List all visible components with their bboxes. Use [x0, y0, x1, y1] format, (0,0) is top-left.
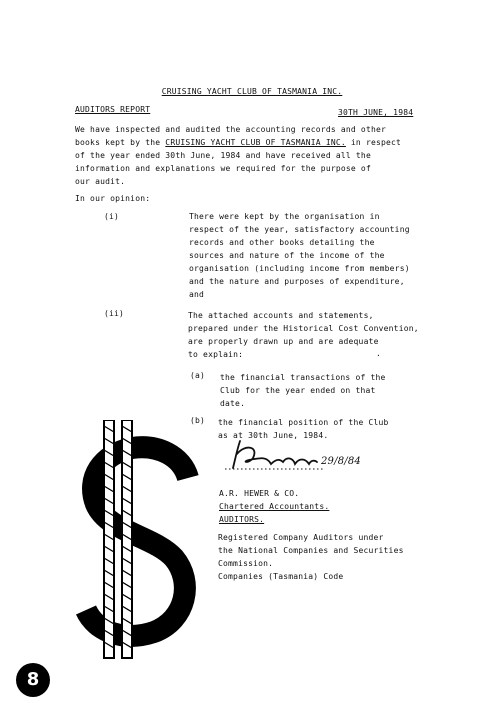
- item-line: prepared under the Historical Cost Convention,: [188, 324, 419, 333]
- registration-line: Registered Company Auditors under: [218, 533, 384, 542]
- intro-line: of the year ended 30th June, 1984 and have received all the: [75, 151, 371, 160]
- stray-mark: .: [376, 349, 382, 358]
- opinion-item-i: [189, 211, 410, 302]
- signature: [215, 436, 375, 476]
- page-number-badge: 8: [16, 663, 50, 697]
- intro-line: [75, 137, 425, 150]
- intro-line: our audit.: [75, 177, 126, 186]
- registration-line: Commission.: [218, 559, 274, 568]
- intro-line-part: in respect: [345, 138, 402, 147]
- subitem-line: as at 30th June, 1984.: [218, 431, 329, 440]
- dollar-sign-illustration: [70, 420, 220, 660]
- signature-date: 29/8/84: [321, 456, 361, 467]
- item-line: records and other books detailing the: [189, 238, 375, 247]
- item-number: (ii): [104, 309, 125, 318]
- document-title: CRUISING YACHT CLUB OF TASMANIA INC.: [161, 87, 343, 96]
- report-date: 30TH JUNE, 1984: [338, 108, 414, 117]
- opinion-item-ii: [188, 310, 419, 362]
- subitem-label: (a): [190, 371, 206, 380]
- club-name-emphasis: CRUISING YACHT CLUB OF TASMANIA INC.: [165, 138, 346, 147]
- intro-paragraph: [75, 124, 425, 189]
- subitem-a: [220, 372, 386, 411]
- subitem-line: date.: [220, 399, 246, 408]
- report-heading: AUDITORS REPORT: [75, 105, 151, 114]
- auditor-block: [219, 488, 329, 527]
- item-line: are properly drawn up and are adequate: [188, 337, 379, 346]
- item-line: The attached accounts and statements,: [188, 311, 374, 320]
- item-line: and: [189, 290, 205, 299]
- item-line: respect of the year, satisfactory accounting: [189, 225, 410, 234]
- registration-line: the National Companies and Securities: [218, 546, 404, 555]
- item-line: to explain:: [188, 350, 244, 359]
- subitem-line: Club for the year ended on that: [220, 386, 376, 395]
- subitem-line: the financial position of the Club: [218, 418, 389, 427]
- subitem-label: (b): [190, 416, 206, 425]
- dollar-icon: [70, 420, 220, 660]
- item-number: (i): [104, 212, 120, 221]
- opinion-label: In our opinion:: [75, 194, 151, 203]
- auditor-role: AUDITORS.: [219, 515, 265, 524]
- item-line: organisation (including income from members): [189, 264, 410, 273]
- subitem-line: the financial transactions of the: [220, 373, 386, 382]
- intro-line: We have inspected and audited the accounting records and other: [75, 125, 387, 134]
- intro-line-part: books kept by the: [75, 138, 166, 147]
- auditor-name: A.R. HEWER & CO.: [219, 489, 300, 498]
- intro-line: information and explanations we required for the purpose of: [75, 164, 371, 173]
- item-line: There were kept by the organisation in: [189, 212, 380, 221]
- auditor-firm-type: Chartered Accountants.: [219, 502, 330, 511]
- registration-line: Companies (Tasmania) Code: [218, 572, 344, 581]
- item-line: and the nature and purposes of expenditure,: [189, 277, 405, 286]
- item-line: sources and nature of the income of the: [189, 251, 385, 260]
- registration-block: [218, 532, 404, 584]
